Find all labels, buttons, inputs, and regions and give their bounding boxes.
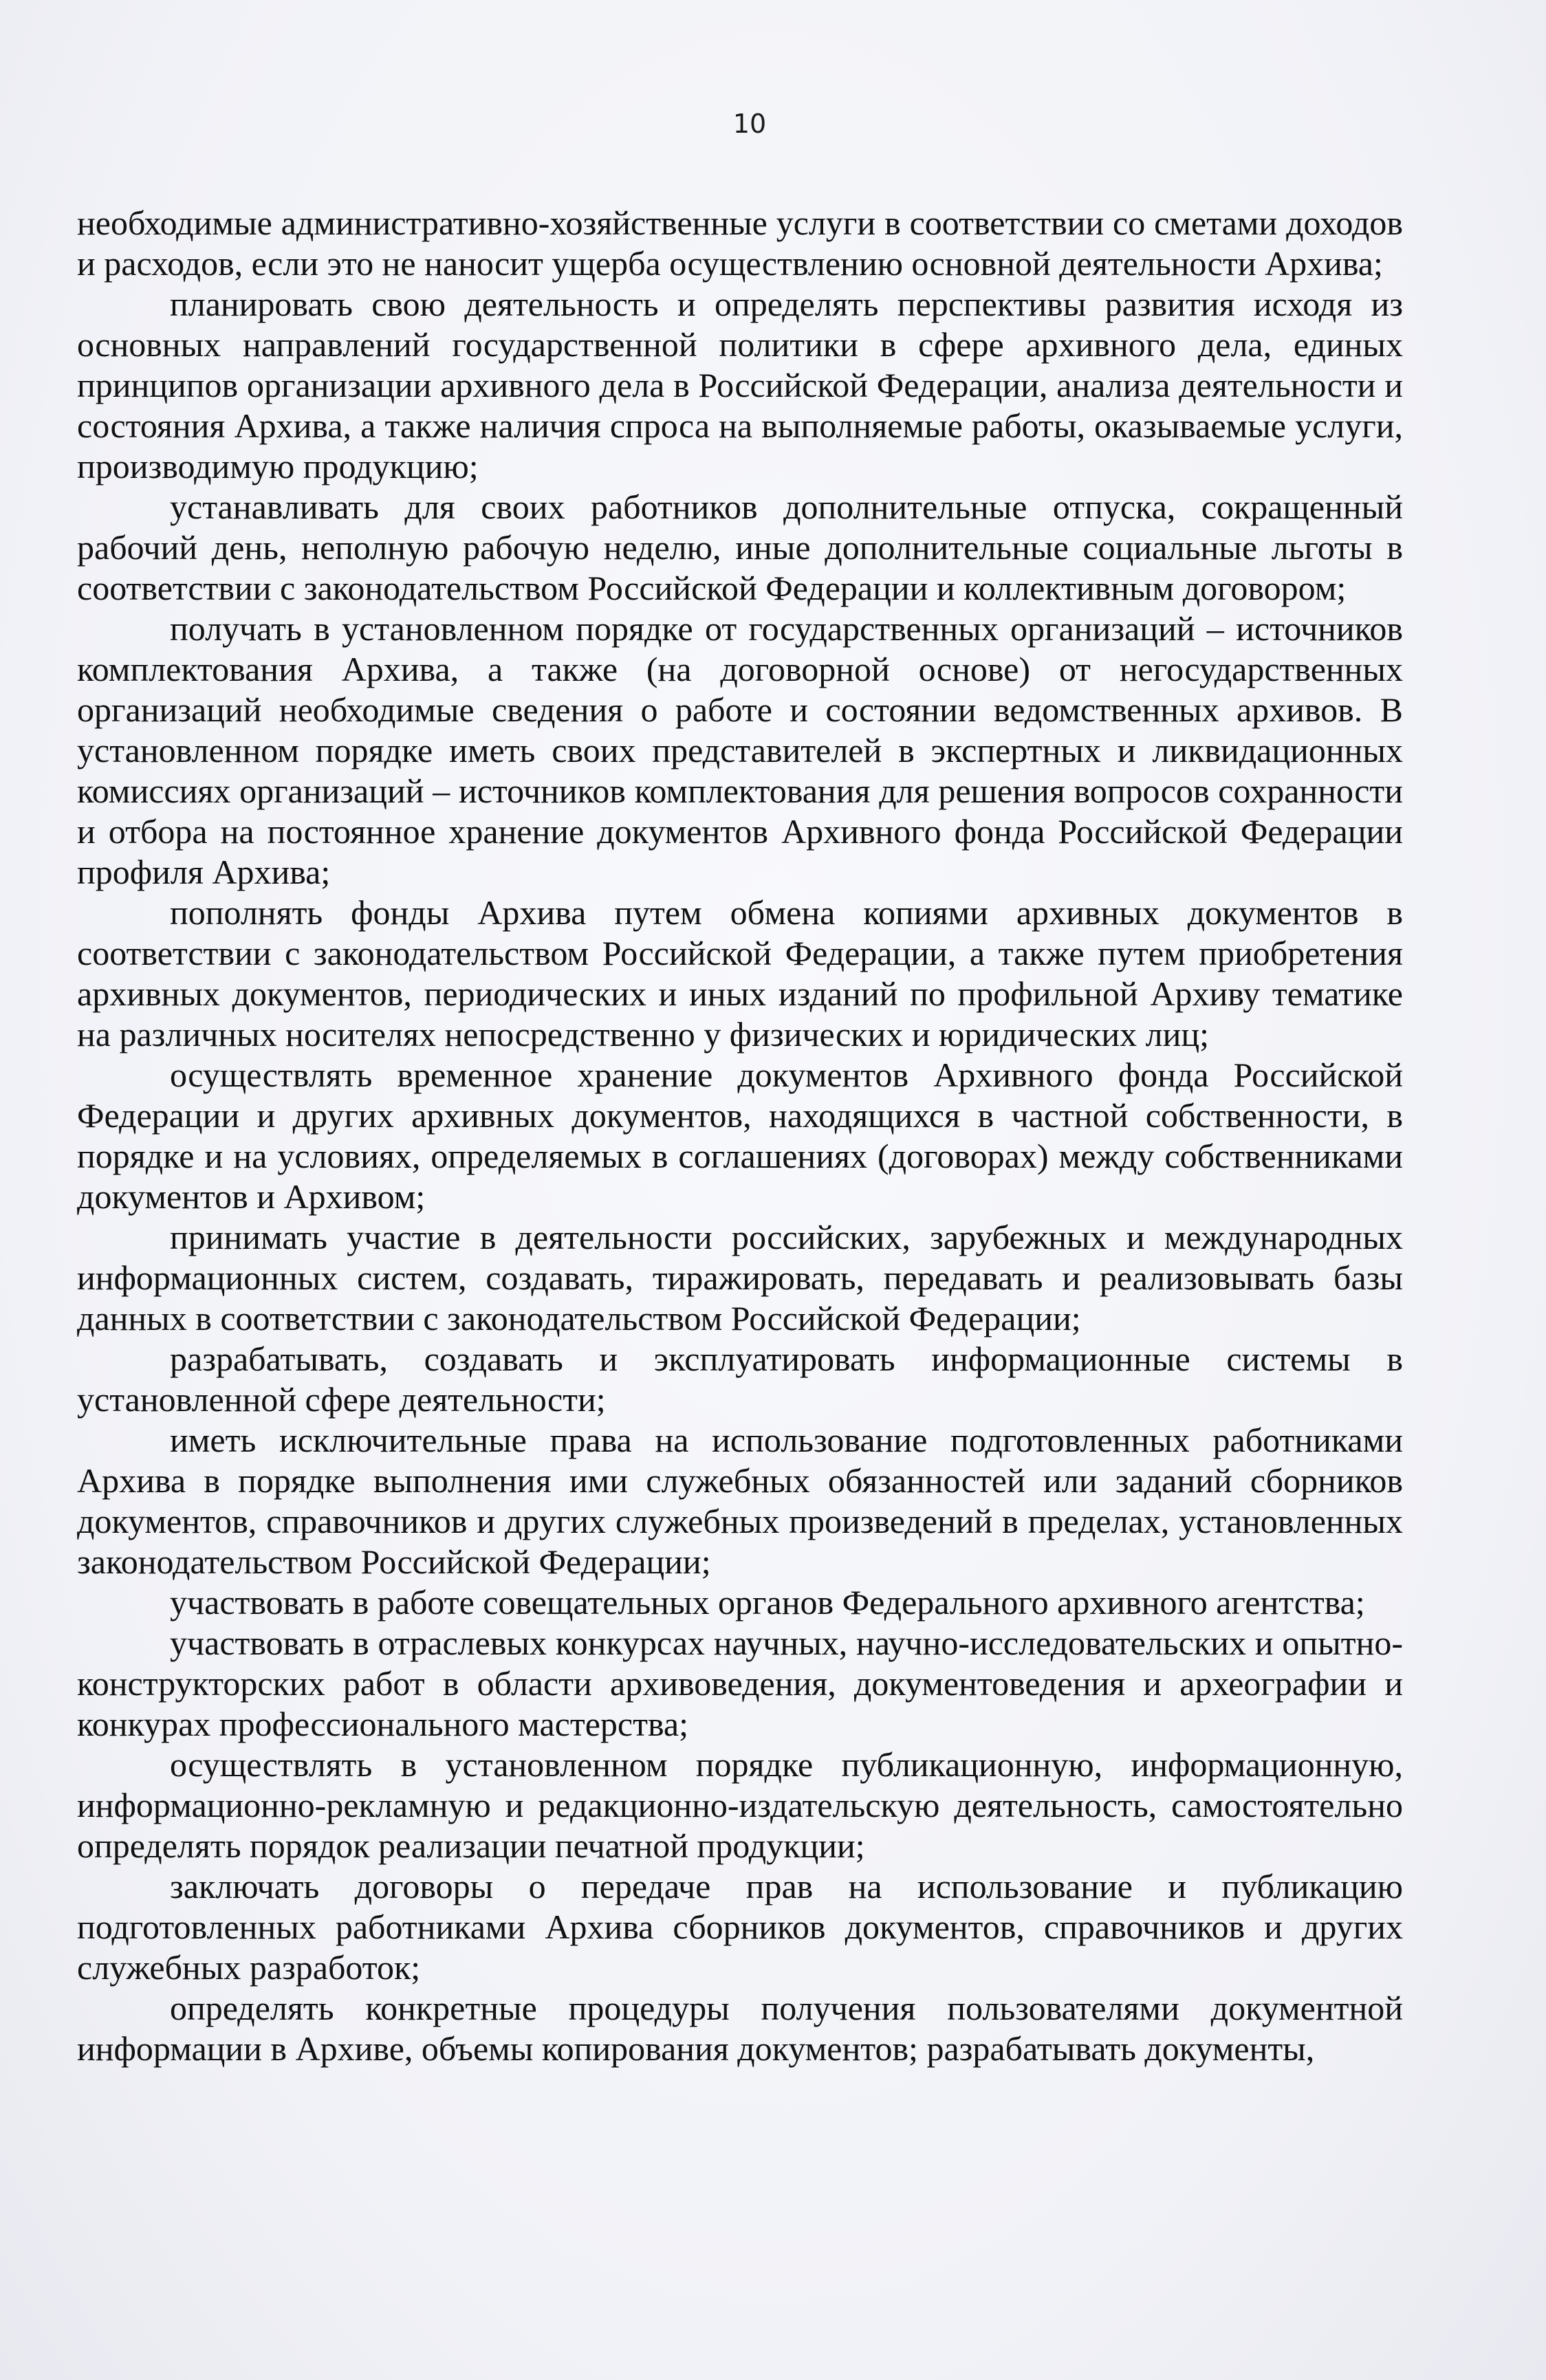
- document-body: [77, 203, 1403, 2069]
- paragraph: разрабатывать, создавать и эксплуатировать информационные системы в установленной сфере деятельности;: [77, 1340, 1403, 1419]
- paragraph: участвовать в отраслевых конкурсах научных, научно-исследовательских и опытно-конструкторских работ в области архивоведения, документоведения и археографии и конкурах профессионального мастерства;: [77, 1624, 1403, 1743]
- paragraph: необходимые административно-хозяйственные услуги в соответствии со сметами доходов и расходов, если это не наносит ущерба осуществлению основной деятельности Архива;: [77, 204, 1403, 283]
- paragraph: иметь исключительные права на использование подготовленных работниками Архива в порядке выполнения ими служебных обязанностей или заданий сборников документов, справочников и других служебных произведений в пределах, установленных законодательством Российской Федерации;: [77, 1421, 1403, 1581]
- page-number: 10: [732, 109, 767, 139]
- paragraph: осуществлять в установленном порядке публикационную, информационную, информационно-рекламную и редакционно-издательскую деятельность, самостоятельно определять порядок реализации печатной продукции;: [77, 1745, 1403, 1865]
- paragraph: заключать договоры о передаче прав на использование и публикацию подготовленных работниками Архива сборников документов, справочников и других служебных разработок;: [77, 1867, 1403, 1987]
- paragraph: участвовать в работе совещательных органов Федерального архивного агентства;: [170, 1583, 1365, 1622]
- paragraph: осуществлять временное хранение документов Архивного фонда Российской Федерации и других архивных документов, находящихся в частной собственности, в порядке и на условиях, определяемых в соглашениях (договорах) между собственниками документов и Архивом;: [77, 1056, 1403, 1216]
- paragraph: принимать участие в деятельности российских, зарубежных и международных информационных систем, создавать, тиражировать, передавать и реализовывать базы данных в соответствии с законодательством Российской Федерации;: [77, 1218, 1403, 1338]
- paragraph: планировать свою деятельность и определять перспективы развития исходя из основных направлений государственной политики в сфере архивного дела, единых принципов организации архивного дела в Российской Федерации, анализа деятельности и состояния Архива, а также наличия спроса на выполняемые работы, оказываемые услуги, производимую продукцию;: [77, 285, 1403, 485]
- paragraph: устанавливать для своих работников дополнительные отпуска, сокращенный рабочий день, неполную рабочую неделю, иные дополнительные социальные льготы в соответствии с законодательством Российской Федерации и коллективным договором;: [77, 488, 1403, 607]
- paragraph: определять конкретные процедуры получения пользователями документной информации в Архиве, объемы копирования документов; разрабатывать документы,: [77, 1989, 1403, 2068]
- paragraph: получать в установленном порядке от государственных организаций – источников комплектования Архива, а также (на договорной основе) от негосударственных организаций необходимые сведения о работе и состоянии ведомственных архивов. В установленном порядке иметь своих представителей в экспертных и ликвидационных комиссиях организаций – источников комплектования для решения вопросов сохранности и отбора на постоянное хранение документов Архивного фонда Российской Федерации профиля Архива;: [77, 609, 1403, 891]
- paragraph: пополнять фонды Архива путем обмена копиями архивных документов в соответствии с законодательством Российской Федерации, а также путем приобретения архивных документов, периодических и иных изданий по профильной Архиву тематике на различных носителях непосредственно у физических и юридических лиц;: [77, 893, 1403, 1053]
